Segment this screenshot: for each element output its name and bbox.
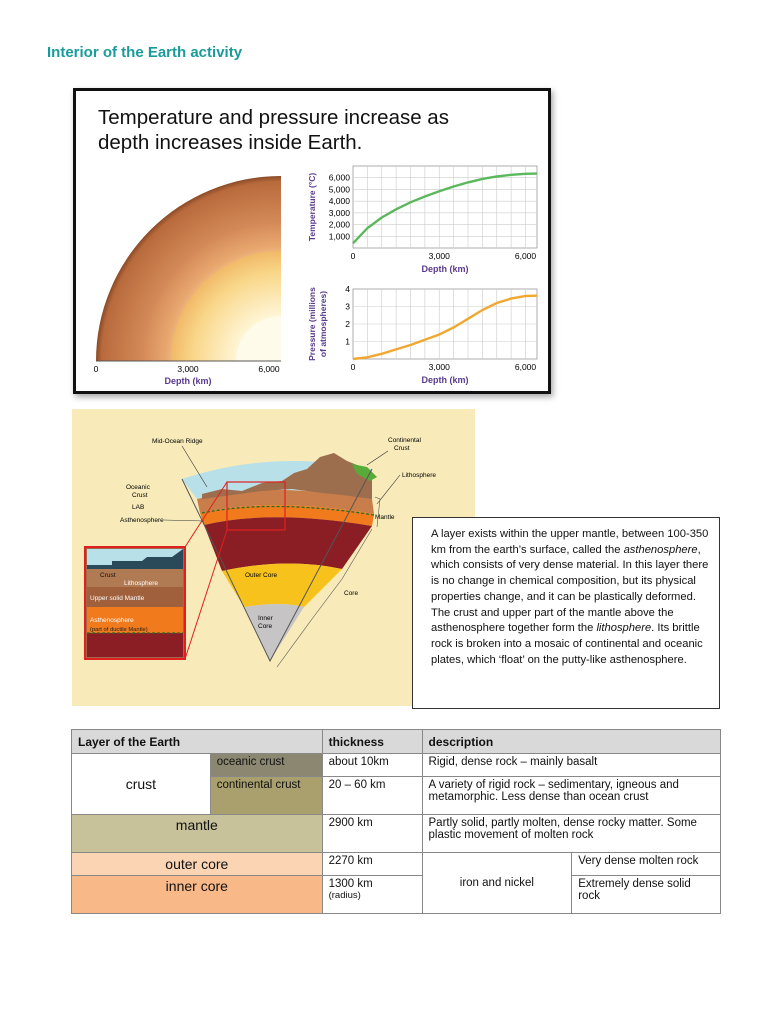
y-tick-label: 3,000 — [328, 207, 350, 218]
y-tick-label: 1 — [345, 336, 350, 347]
inset-label-ductile: (part of ductile Mantle) — [90, 627, 148, 633]
label-core: Core — [344, 590, 359, 597]
left-axis-label: Depth (km) — [164, 376, 212, 386]
figure-title-line-1: Temperature and pressure increase as — [98, 106, 449, 129]
y-tick-label: 4 — [345, 284, 350, 294]
text-segment: A layer exists within the upper mantle, between 100-350 km from the earth’s surface, called the — [431, 528, 709, 556]
table-header-row — [72, 730, 721, 754]
inner-core-description-cell: Extremely dense solid rock — [572, 876, 721, 914]
continental-thickness-cell: 20 – 60 km — [322, 777, 422, 815]
mantle-description-cell: Partly solid, partly molten, dense rocky matter. Some plastic movement of molten rock — [422, 815, 720, 853]
label-outer-core: Outer Core — [245, 572, 278, 579]
x-tick-label: 6,000 — [514, 362, 537, 372]
term-lithosphere: lithosphere — [596, 622, 652, 635]
header-description: description — [422, 730, 720, 754]
label-lithosphere: Lithosphere — [402, 472, 436, 479]
page-heading: Interior of the Earth activity — [47, 44, 243, 61]
asthenosphere-description-box — [412, 517, 720, 709]
table-row-inner-core — [72, 876, 721, 914]
y-tick-label: 6,000 — [328, 172, 350, 183]
label-mantle: Mantle — [375, 514, 395, 521]
label-asthenosphere: Asthenosphere — [120, 517, 164, 524]
label-oceanic-crust: Crust — [132, 492, 148, 499]
label-continental-crust: Continental — [388, 437, 421, 444]
y-tick-label: 4,000 — [328, 196, 350, 207]
outer-core-layer — [222, 563, 342, 607]
x-tick-label: 0 — [350, 362, 356, 372]
mantle-thickness-cell: 2900 km — [322, 815, 422, 853]
figure1-graphics — [76, 91, 548, 391]
x-axis-label: Depth (km) — [421, 264, 469, 274]
table-row-oceanic-crust — [72, 754, 721, 777]
y-tick-label: 1,000 — [328, 231, 350, 242]
inset-label-lithosphere: Lithosphere — [124, 580, 158, 587]
continental-crust-cell: continental crust — [210, 777, 322, 815]
y-axis-label: Temperature (°C) — [307, 172, 317, 242]
x-tick-label: 3,000 — [428, 251, 450, 261]
inset-label-crust: Crust — [100, 572, 116, 579]
left-axis-tick: 3,000 — [177, 364, 199, 374]
pressure-chart — [307, 284, 537, 385]
header-thickness: thickness — [322, 730, 422, 754]
table-row-outer-core — [72, 853, 721, 876]
leader-line — [367, 451, 388, 465]
inner-core-label-cell: inner core — [72, 876, 323, 914]
header-layer: Layer of the Earth — [72, 730, 323, 754]
continental-description-cell: A variety of rigid rock – sedimentary, igneous and metamorphic. Less dense than ocean crust — [422, 777, 720, 815]
oceanic-description-cell: Rigid, dense rock – mainly basalt — [422, 754, 720, 777]
oceanic-crust-cell: oceanic crust — [210, 754, 322, 777]
y-axis-label: of atmospheres) — [318, 290, 328, 358]
mantle-label-cell: mantle — [72, 815, 323, 853]
y-axis-label: Pressure (millions — [307, 287, 317, 361]
y-tick-label: 5,000 — [328, 184, 350, 195]
y-tick-label: 2 — [345, 319, 350, 329]
core-composition-cell: iron and nickel — [422, 853, 572, 914]
label-oceanic-crust: Oceanic — [126, 484, 150, 491]
text-segment: . Its brittle rock is broken into a mosaic of continental and oceanic plates, which ‘float’ on the putty-like asthenosphere. — [431, 622, 703, 666]
mantle-layer — [204, 517, 372, 571]
left-axis-tick: 0 — [93, 364, 99, 374]
text-segment: , which consists of very dense material. In this layer there is no change in chemical composition, but its physical properties change, and it can be plastically deformed. The crust and upper part of the mantle above the asthenosphere together form the — [431, 543, 709, 635]
inset-label-upper-mantle: Upper solid Mantle — [90, 595, 145, 602]
x-tick-label: 6,000 — [514, 251, 537, 261]
x-tick-label: 3,000 — [428, 362, 450, 372]
asthenosphere-paragraph — [431, 527, 709, 668]
label-lab: LAB — [132, 504, 145, 511]
outer-core-thickness-cell: 2270 km — [322, 853, 422, 876]
temperature-chart — [307, 166, 537, 274]
outer-core-label-cell: outer core — [72, 853, 323, 876]
label-continental-crust: Crust — [394, 445, 410, 452]
leader-line — [377, 475, 400, 504]
label-inner-core: Core — [258, 623, 273, 630]
figure-title-line-2: depth increases inside Earth. — [98, 131, 363, 154]
x-axis-label: Depth (km) — [421, 375, 469, 385]
crust-label-cell: crust — [72, 754, 211, 815]
left-axis-tick: 6,000 — [258, 364, 280, 374]
outer-core-description-cell: Very dense molten rock — [572, 853, 721, 876]
label-inner-core: Inner — [258, 615, 273, 622]
term-asthenosphere: asthenosphere — [623, 543, 698, 556]
x-tick-label: 0 — [350, 251, 356, 261]
plot-area — [353, 166, 537, 248]
y-tick-label: 2,000 — [328, 219, 350, 230]
y-tick-label: 3 — [345, 301, 350, 312]
zoom-inset — [85, 547, 185, 659]
temperature-pressure-figure — [73, 88, 551, 394]
leader-line — [164, 520, 204, 521]
inset-label-asthenosphere: Asthenosphere — [90, 617, 134, 624]
inner-core-thickness-note: (radius) — [328, 890, 361, 901]
oceanic-thickness-cell: about 10km — [322, 754, 422, 777]
table-row-mantle — [72, 815, 721, 853]
earth-layers-table — [71, 729, 721, 914]
label-mid-ocean-ridge: Mid-Ocean Ridge — [152, 438, 203, 445]
zoom-connector-line — [185, 530, 227, 659]
inner-core-thickness-cell — [322, 876, 422, 914]
inner-core-thickness: 1300 km — [328, 878, 373, 890]
